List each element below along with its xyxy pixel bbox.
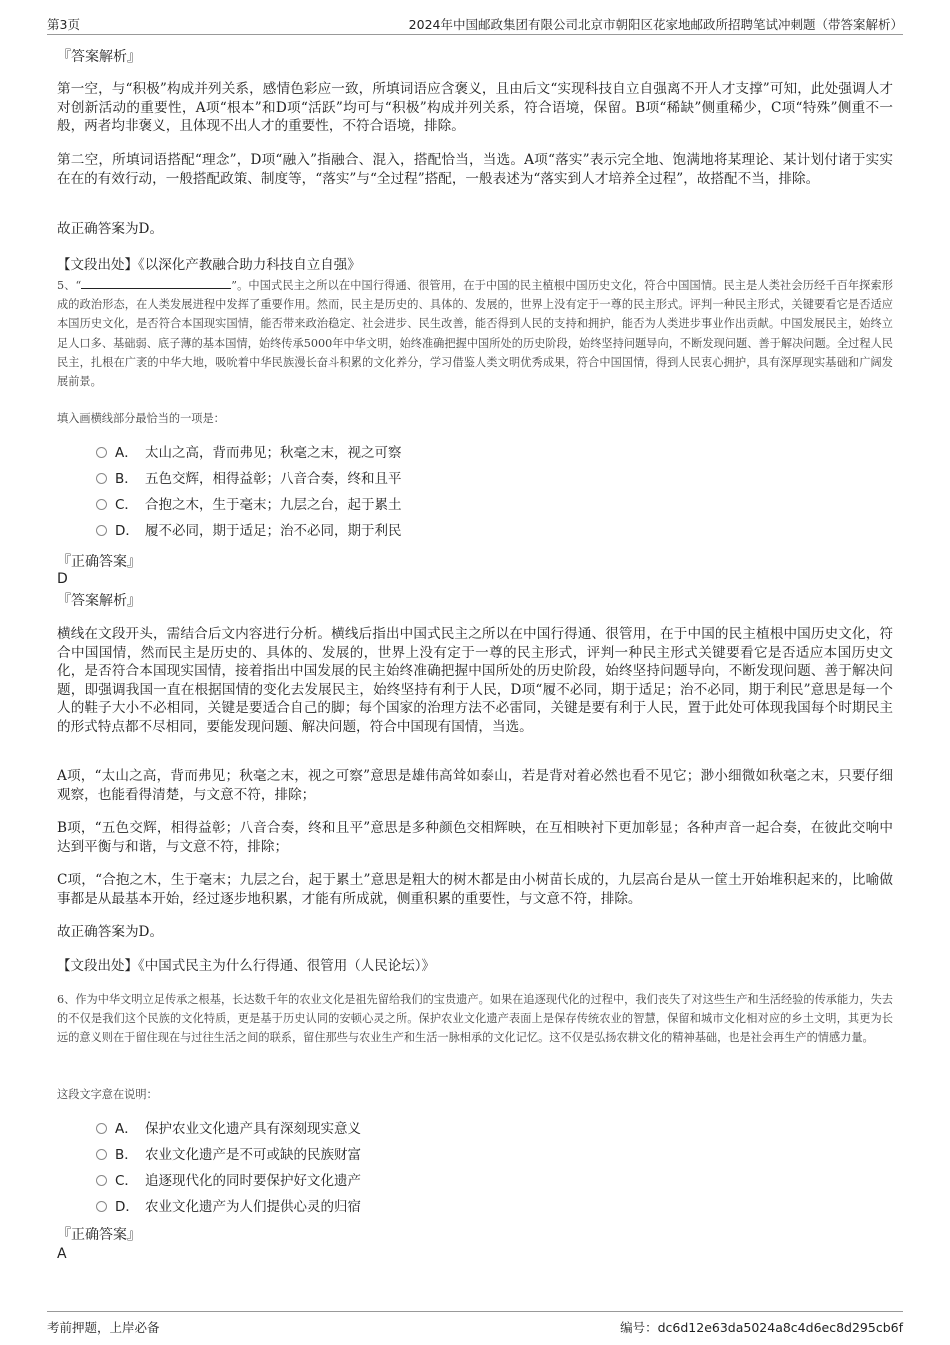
q5-option-a[interactable]: A． 太山之高，背而弗见；秋毫之末，视之可察 xyxy=(96,443,402,463)
q5-analysis-para4: C项，“合抱之木，生于毫末；九层之台，起于累土”意思是粗大的树木都是由小树苗长成的，九层高台是从一筐土开始堆积起来的，比喻做事都是从最基本开始，经过逐步地积累，才能有所成就，侧重积累的重要性，与文意不符，排除。 xyxy=(57,872,893,907)
q6-option-a[interactable]: A． 保护农业文化遗产具有深刻现实意义 xyxy=(96,1119,361,1139)
q5-option-b[interactable]: B． 五色交辉，相得益彰；八音合奏，终和且平 xyxy=(96,469,402,489)
q4-analysis-label: 『答案解析』 xyxy=(57,49,141,65)
q5-passage-text: ”。中国式民主之所以在中国行得通、很管用，在于中国的民主植根中国历史文化，符合中国国情。民主是人类社会历经千百年探索形成的政治形态，在人类发展进程中发挥了重要作用。然而，民主是历史的、具体的、发展的，世界上没有定于一尊的民主形式。评判一种民主形式，关键要看它是否适应本国历史文化，是否符合本国现实国情，能否带来政治稳定、社会进步、民生改善，能否得到人民的支持和拥护，能否为人类进步事业作出贡献。中国发展民主，始终立足人口多、基础弱、底子薄的基本国情，始终传承5000年中华文明，始终准确把握中国所处的历史阶段，始终坚持问题导向，不断发现问题、善于解决问题。全过程人民民主，扎根在广袤的中华大地，吸吮着中华民族漫长奋斗积累的文化养分，学习借鉴人类文明优秀成果，符合中国国情，得到人民衷心拥护，具有深厚现实基础和广阔发展前景。 xyxy=(57,279,893,389)
radio-icon[interactable] xyxy=(96,1123,107,1134)
q6-option-b[interactable]: B． 农业文化遗产是不可或缺的民族财富 xyxy=(96,1145,361,1165)
q5-option-d[interactable]: D． 履不必同，期于适足；治不必同，期于利民 xyxy=(96,521,402,541)
radio-icon[interactable] xyxy=(96,499,107,510)
footer-slogan: 考前押题，上岸必备 xyxy=(47,1320,160,1335)
page-header xyxy=(47,14,903,35)
q5-correct-answer: D xyxy=(57,571,68,587)
q6-passage: 6、作为中华文明立足传承之根基，长达数千年的农业文化是祖先留给我们的宝贵遗产。如果在追逐现代化的过程中，我们丧失了对这些生产和生活经验的传承能力，失去的不仅是我们这个民族的文化特质，更是基于历史认同的安顿心灵之所。保护农业文化遗产表面上是保存传统农业的智慧，保留和城市文化相对应的乡土文明，其更为长远的意义则在于留住现在与过往生活之间的联系，留住那些与农业生产和生活一脉相承的文化记忆。这不仅是弘扬农耕文化的精神基础，也是社会再生产的情感力量。 xyxy=(57,993,893,1045)
q5-analysis-label: 『答案解析』 xyxy=(57,593,141,609)
radio-icon[interactable] xyxy=(96,1149,107,1160)
q4-source-label: 【文段出处】 xyxy=(57,257,138,273)
q5-number: 5、“ xyxy=(57,279,82,292)
q5-passage xyxy=(57,276,893,391)
q5-analysis-para2: A项，“太山之高，背而弗见；秋毫之末，视之可察”意思是雄伟高耸如泰山，若是背对着必然也看不见它；渺小细微如秋毫之末，只要仔细观察，也能看得清楚，与文意不符，排除； xyxy=(57,768,893,803)
document-title: 2024年中国邮政集团有限公司北京市朝阳区花家地邮政所招聘笔试冲刺题（带答案解析） xyxy=(408,17,903,32)
radio-icon[interactable] xyxy=(96,525,107,536)
footer-code-label: 编号： xyxy=(620,1320,658,1335)
radio-icon[interactable] xyxy=(96,473,107,484)
footer-code-value: dc6d12e63da5024a8c4d6ec8d295cb6f xyxy=(657,1320,903,1335)
radio-icon[interactable] xyxy=(96,447,107,458)
q6-prompt: 这段文字意在说明： xyxy=(57,1088,158,1101)
q4-source-text: 《以深化产教融合助力科技自立自强》 xyxy=(138,257,361,273)
q5-analysis-para3: B项，“五色交辉，相得益彰；八音合奏，终和且平”意思是多种颜色交相辉映，在互相映衬下更加彰显；各种声音一起合奏，在彼此交响中达到平衡与和谐，与文意不符，排除； xyxy=(57,820,893,855)
q5-blank-line xyxy=(81,277,231,289)
radio-icon[interactable] xyxy=(96,1175,107,1186)
q5-correct-label: 『正确答案』 xyxy=(57,554,141,570)
q6-correct-answer: A xyxy=(57,1246,67,1262)
q5-source-label: 【文段出处】 xyxy=(57,958,138,974)
q5-source-text: 《中国式民主为什么行得通、很管用（人民论坛）》 xyxy=(138,958,435,974)
page-footer xyxy=(47,1311,903,1338)
page-number: 第3页 xyxy=(47,17,80,32)
radio-icon[interactable] xyxy=(96,1201,107,1212)
q4-conclusion: 故正确答案为D。 xyxy=(57,221,164,237)
q6-correct-label: 『正确答案』 xyxy=(57,1227,141,1243)
q4-analysis-para1: 第一空，与“积极”构成并列关系，感情色彩应一致，所填词语应含褒义，且由后文“实现科技自立自强离不开人才支撑”可知，此处强调人才对创新活动的重要性，A项“根本”和D项“活跃”均可与“积极”构成并列关系，符合语境，保留。B项“稀缺”侧重稀少，C项“特殊”侧重不一般，两者均非褒义，且体现不出人才的重要性，不符合语境，排除。 xyxy=(57,81,893,134)
q6-option-c[interactable]: C． 追逐现代化的同时要保护好文化遗产 xyxy=(96,1171,361,1191)
q5-prompt: 填入画横线部分最恰当的一项是： xyxy=(57,412,225,425)
q4-analysis-para2: 第二空，所填词语搭配“理念”，D项“融入”指融合、混入，搭配恰当，当选。A项“落实”表示完全地、饱满地将某理论、某计划付诸于实实在在的有效行动，一般搭配政策、制度等，“落实”与“全过程”搭配，一般表述为“落实到人才培养全过程”，故搭配不当，排除。 xyxy=(57,152,893,187)
q5-option-c[interactable]: C． 合抱之木，生于毫末；九层之台，起于累土 xyxy=(96,495,402,515)
footer-code xyxy=(620,1318,903,1336)
q5-conclusion: 故正确答案为D。 xyxy=(57,924,164,940)
q5-source xyxy=(57,957,893,975)
q4-source xyxy=(57,256,893,274)
q5-analysis-para1: 横线在文段开头，需结合后文内容进行分析。横线后指出中国式民主之所以在中国行得通、很管用，在于中国的民主植根中国历史文化，符合中国国情，然而民主是历史的、具体的、发展的，世界上没有定于一尊的民主形式，评判一种民主形式关键要看它是否适应本国历史文化，是否符合本国现实国情，接着指出中国发展的民主始终准确把握中国所处的历史阶段，始终坚持问题导向，不断发现问题、善于解决问题，即强调我国一直在根据国情的变化去发展民主，始终坚持有利于人民，D项“履不必同，期于适足；治不必同，期于利民”意思是每一个人的鞋子大小不必相同，关键是要适合自己的脚；每个国家的治理方法不必雷同，关键是要有利于人民，置于此处可体现我国每个时期民主的形式特点都不尽相同，要能发现问题、解决问题，符合中国现有国情，当选。 xyxy=(57,626,893,735)
q6-option-d[interactable]: D． 农业文化遗产为人们提供心灵的归宿 xyxy=(96,1197,361,1217)
